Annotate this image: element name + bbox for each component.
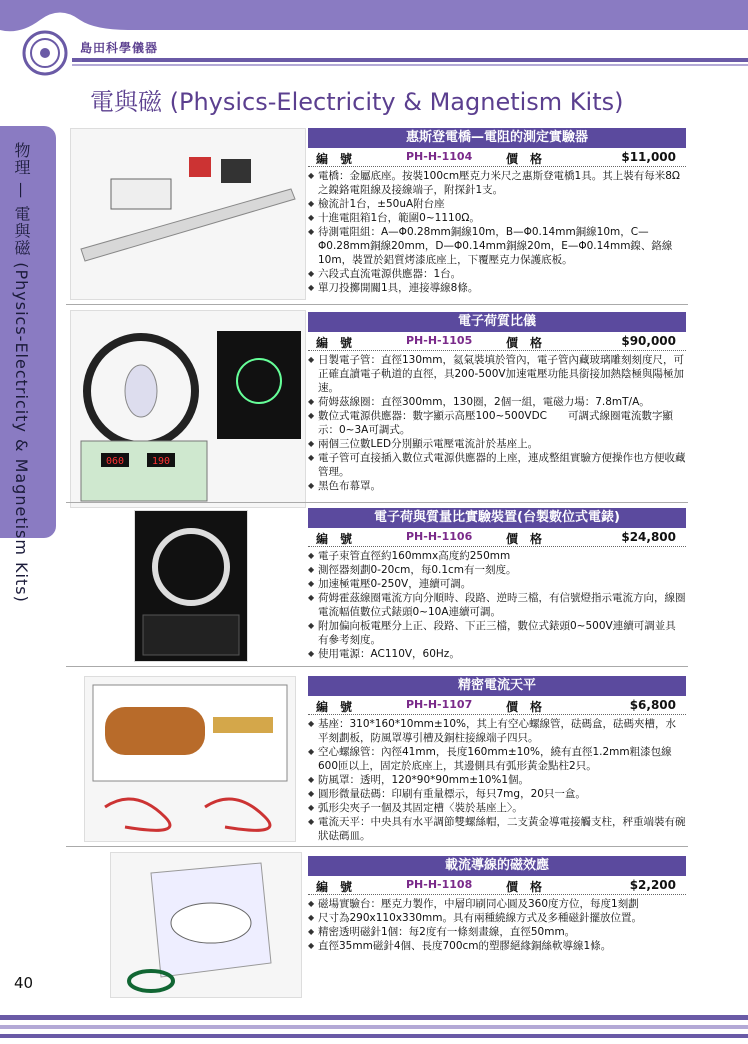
- feature-item: ◆ 日製電子管：直徑130mm，氦氣裝填於管內，電子管內藏玻璃雕刻刻度尺，可正確直讀電子軌道的直徑，具200-500V加速電壓功能具銜接加熱陰極與陽極加速。: [308, 353, 686, 395]
- sidebar-label: 物理 — 電與磁 (Physics-Electricity & Magnetism Kits): [12, 142, 31, 603]
- price-label: 價 格: [506, 700, 543, 714]
- feature-list: [308, 717, 686, 843]
- price-label: 價 格: [506, 336, 543, 350]
- product-meta: [308, 696, 686, 715]
- code-label: 編 號: [316, 880, 353, 894]
- product-title: 電子荷質比儀: [308, 312, 686, 332]
- footer-rule-bottom: [0, 1034, 748, 1038]
- product-card: [308, 508, 686, 661]
- product-price: $11,000: [621, 150, 676, 164]
- feature-item: ◆ 精密透明磁針1個：每2度有一條刻畫線，直徑50mm。: [308, 925, 686, 939]
- feature-item: ◆ 六段式直流電源供應器：1台。: [308, 267, 686, 281]
- section-divider: [66, 846, 688, 847]
- code-label: 編 號: [316, 700, 353, 714]
- product-card: [308, 676, 686, 843]
- product-title: 載流導線的磁效應: [308, 856, 686, 876]
- product-code: PH-H-1104: [406, 150, 473, 163]
- feature-item: ◆ 加速極電壓0-250V，連續可調。: [308, 577, 686, 591]
- product-title: 惠斯登電橋—電阻的測定實驗器: [308, 128, 686, 148]
- feature-list: [308, 169, 686, 295]
- product-price: $2,200: [629, 878, 676, 892]
- section-divider: [66, 304, 688, 305]
- voltage-display: 060: [105, 456, 125, 467]
- feature-list: [308, 353, 686, 493]
- product-card: [308, 312, 686, 493]
- product-photo-wire-magnetic-effect: [110, 852, 302, 998]
- brand-name: 島田科學儀器: [80, 41, 159, 55]
- product-meta: [308, 332, 686, 351]
- feature-item: ◆ 磁場實驗台：壓克力製作，中層印刷同心圓及360度方位，每度1刻劃: [308, 897, 686, 911]
- feature-item: ◆ 電橋：金屬底座。按裝100cm壓克力米尺之惠斯登電橋1具。其上裝有每米8Ω之鎳鉻電阻線及接線端子，附探針1支。: [308, 169, 686, 197]
- footer-rule-thin: [0, 1025, 748, 1029]
- feature-item: ◆ 弧形尖夾子一個及其固定槽〈裝於基座上〉。: [308, 801, 686, 815]
- feature-item: ◆ 待測電阻組：A—Φ0.28mm銅線10m，B—Φ0.14mm銅線10m，C—Φ0.28mm銅線20mm，D—Φ0.14mm銅線20m，E—Φ0.14mm鎳、鉻線10m，裝置於鋁質烤漆底座上，下覆壓克力保護底板。: [308, 225, 686, 267]
- product-code: PH-H-1105: [406, 334, 473, 347]
- product-meta: [308, 148, 686, 167]
- feature-item: ◆ 荷姆霍茲線圈電流方向分順時、段路、逆時三檔，有信號燈指示電流方向，線圈電流幅值數位式錶頭0~10A連續可調。: [308, 591, 686, 619]
- product-photo-current-balance: [84, 676, 296, 842]
- feature-item: ◆ 附加偏向板電壓分上正、段路、下正三檔，數位式錶頭0~500V連續可調並具有參考刻度。: [308, 619, 686, 647]
- price-label: 價 格: [506, 880, 543, 894]
- product-card: [308, 128, 686, 295]
- page-number: 40: [14, 974, 34, 992]
- footer-rule: [0, 1015, 748, 1020]
- price-label: 價 格: [506, 152, 543, 166]
- feature-item: ◆ 測徑器刻劃0-20cm，每0.1cm有一刻度。: [308, 563, 686, 577]
- feature-item: ◆ 電子束管直徑約160mmx高度約250mm: [308, 549, 686, 563]
- feature-item: ◆ 兩個三位數LED分別顯示電壓電流計於基座上。: [308, 437, 686, 451]
- section-divider: [66, 502, 688, 503]
- code-label: 編 號: [316, 336, 353, 350]
- product-meta: [308, 876, 686, 895]
- product-photo-em-ratio: [70, 310, 306, 508]
- product-title: 電子荷與質量比實驗裝置(台製數位式電錶): [308, 508, 686, 528]
- header-rule: [72, 58, 748, 62]
- code-label: 編 號: [316, 152, 353, 166]
- price-label: 價 格: [506, 532, 543, 546]
- feature-item: ◆ 數位式電源供應器：數字顯示高壓100~500VDC 可調式線圈電流數字顯示：0~3A可調式。: [308, 409, 686, 437]
- feature-list: [308, 549, 686, 661]
- product-price: $90,000: [621, 334, 676, 348]
- page-title: 電與磁 (Physics-Electricity & Magnetism Kits): [90, 88, 624, 116]
- feature-item: ◆ 電流天平：中央具有水平調節雙螺絲帽，二支黃金導電接觸支柱，秤重端裝有碗狀砝碼皿。: [308, 815, 686, 843]
- feature-item: ◆ 荷姆茲線圈：直徑300mm，130圈，2個一組，電磁力場：7.8mT/A。: [308, 395, 686, 409]
- feature-item: ◆ 檢流計1台，±50uA附台座: [308, 197, 686, 211]
- feature-item: ◆ 防風罩：透明，120*90*90mm±10%1個。: [308, 773, 686, 787]
- feature-item: ◆ 十進電阻箱1台，範圍0~1110Ω。: [308, 211, 686, 225]
- feature-item: ◆ 使用電源：AC110V，60Hz。: [308, 647, 686, 661]
- feature-item: ◆ 直徑35mm磁針4個、長度700cm的塑膠絕緣銅絲軟導線1條。: [308, 939, 686, 953]
- product-code: PH-H-1108: [406, 878, 473, 891]
- header-rule-thin: [72, 64, 748, 66]
- product-photo-em-ratio-digital: [134, 510, 248, 662]
- feature-item: ◆ 單刀投擲開關1具，連接導線8條。: [308, 281, 686, 295]
- product-photo-wheatstone-bridge: [70, 128, 306, 300]
- product-price: $24,800: [621, 530, 676, 544]
- feature-item: ◆ 基座：310*160*10mm±10%，其上有空心螺線管，砝碼盒，砝碼夾槽，水平刻劃板，防風罩導引槽及銅柱接線端子四只。: [308, 717, 686, 745]
- product-code: PH-H-1106: [406, 530, 473, 543]
- code-label: 編 號: [316, 532, 353, 546]
- section-divider: [66, 666, 688, 667]
- feature-item: ◆ 黑色布幕罩。: [308, 479, 686, 493]
- feature-item: ◆ 空心螺線管：內徑41mm，長度160mm±10%，繞有直徑1.2mm粗漆包線600匝以上，固定於底座上，其邊側具有弧形黃金點柱2只。: [308, 745, 686, 773]
- product-code: PH-H-1107: [406, 698, 473, 711]
- product-meta: [308, 528, 686, 547]
- product-card: [308, 856, 686, 953]
- product-title: 精密電流天平: [308, 676, 686, 696]
- feature-list: [308, 897, 686, 953]
- brand-logo: [22, 30, 68, 76]
- product-price: $6,800: [629, 698, 676, 712]
- feature-item: ◆ 圓形微量砝碼：印刷有重量標示，每只7mg，20只一盒。: [308, 787, 686, 801]
- feature-item: ◆ 尺寸為290x110x330mm。具有兩種繞線方式及多種磁針擺放位置。: [308, 911, 686, 925]
- current-display: 190: [151, 456, 171, 467]
- feature-item: ◆ 電子管可直接插入數位式電源供應器的上座，連成整組實驗方便操作也方便收藏管理。: [308, 451, 686, 479]
